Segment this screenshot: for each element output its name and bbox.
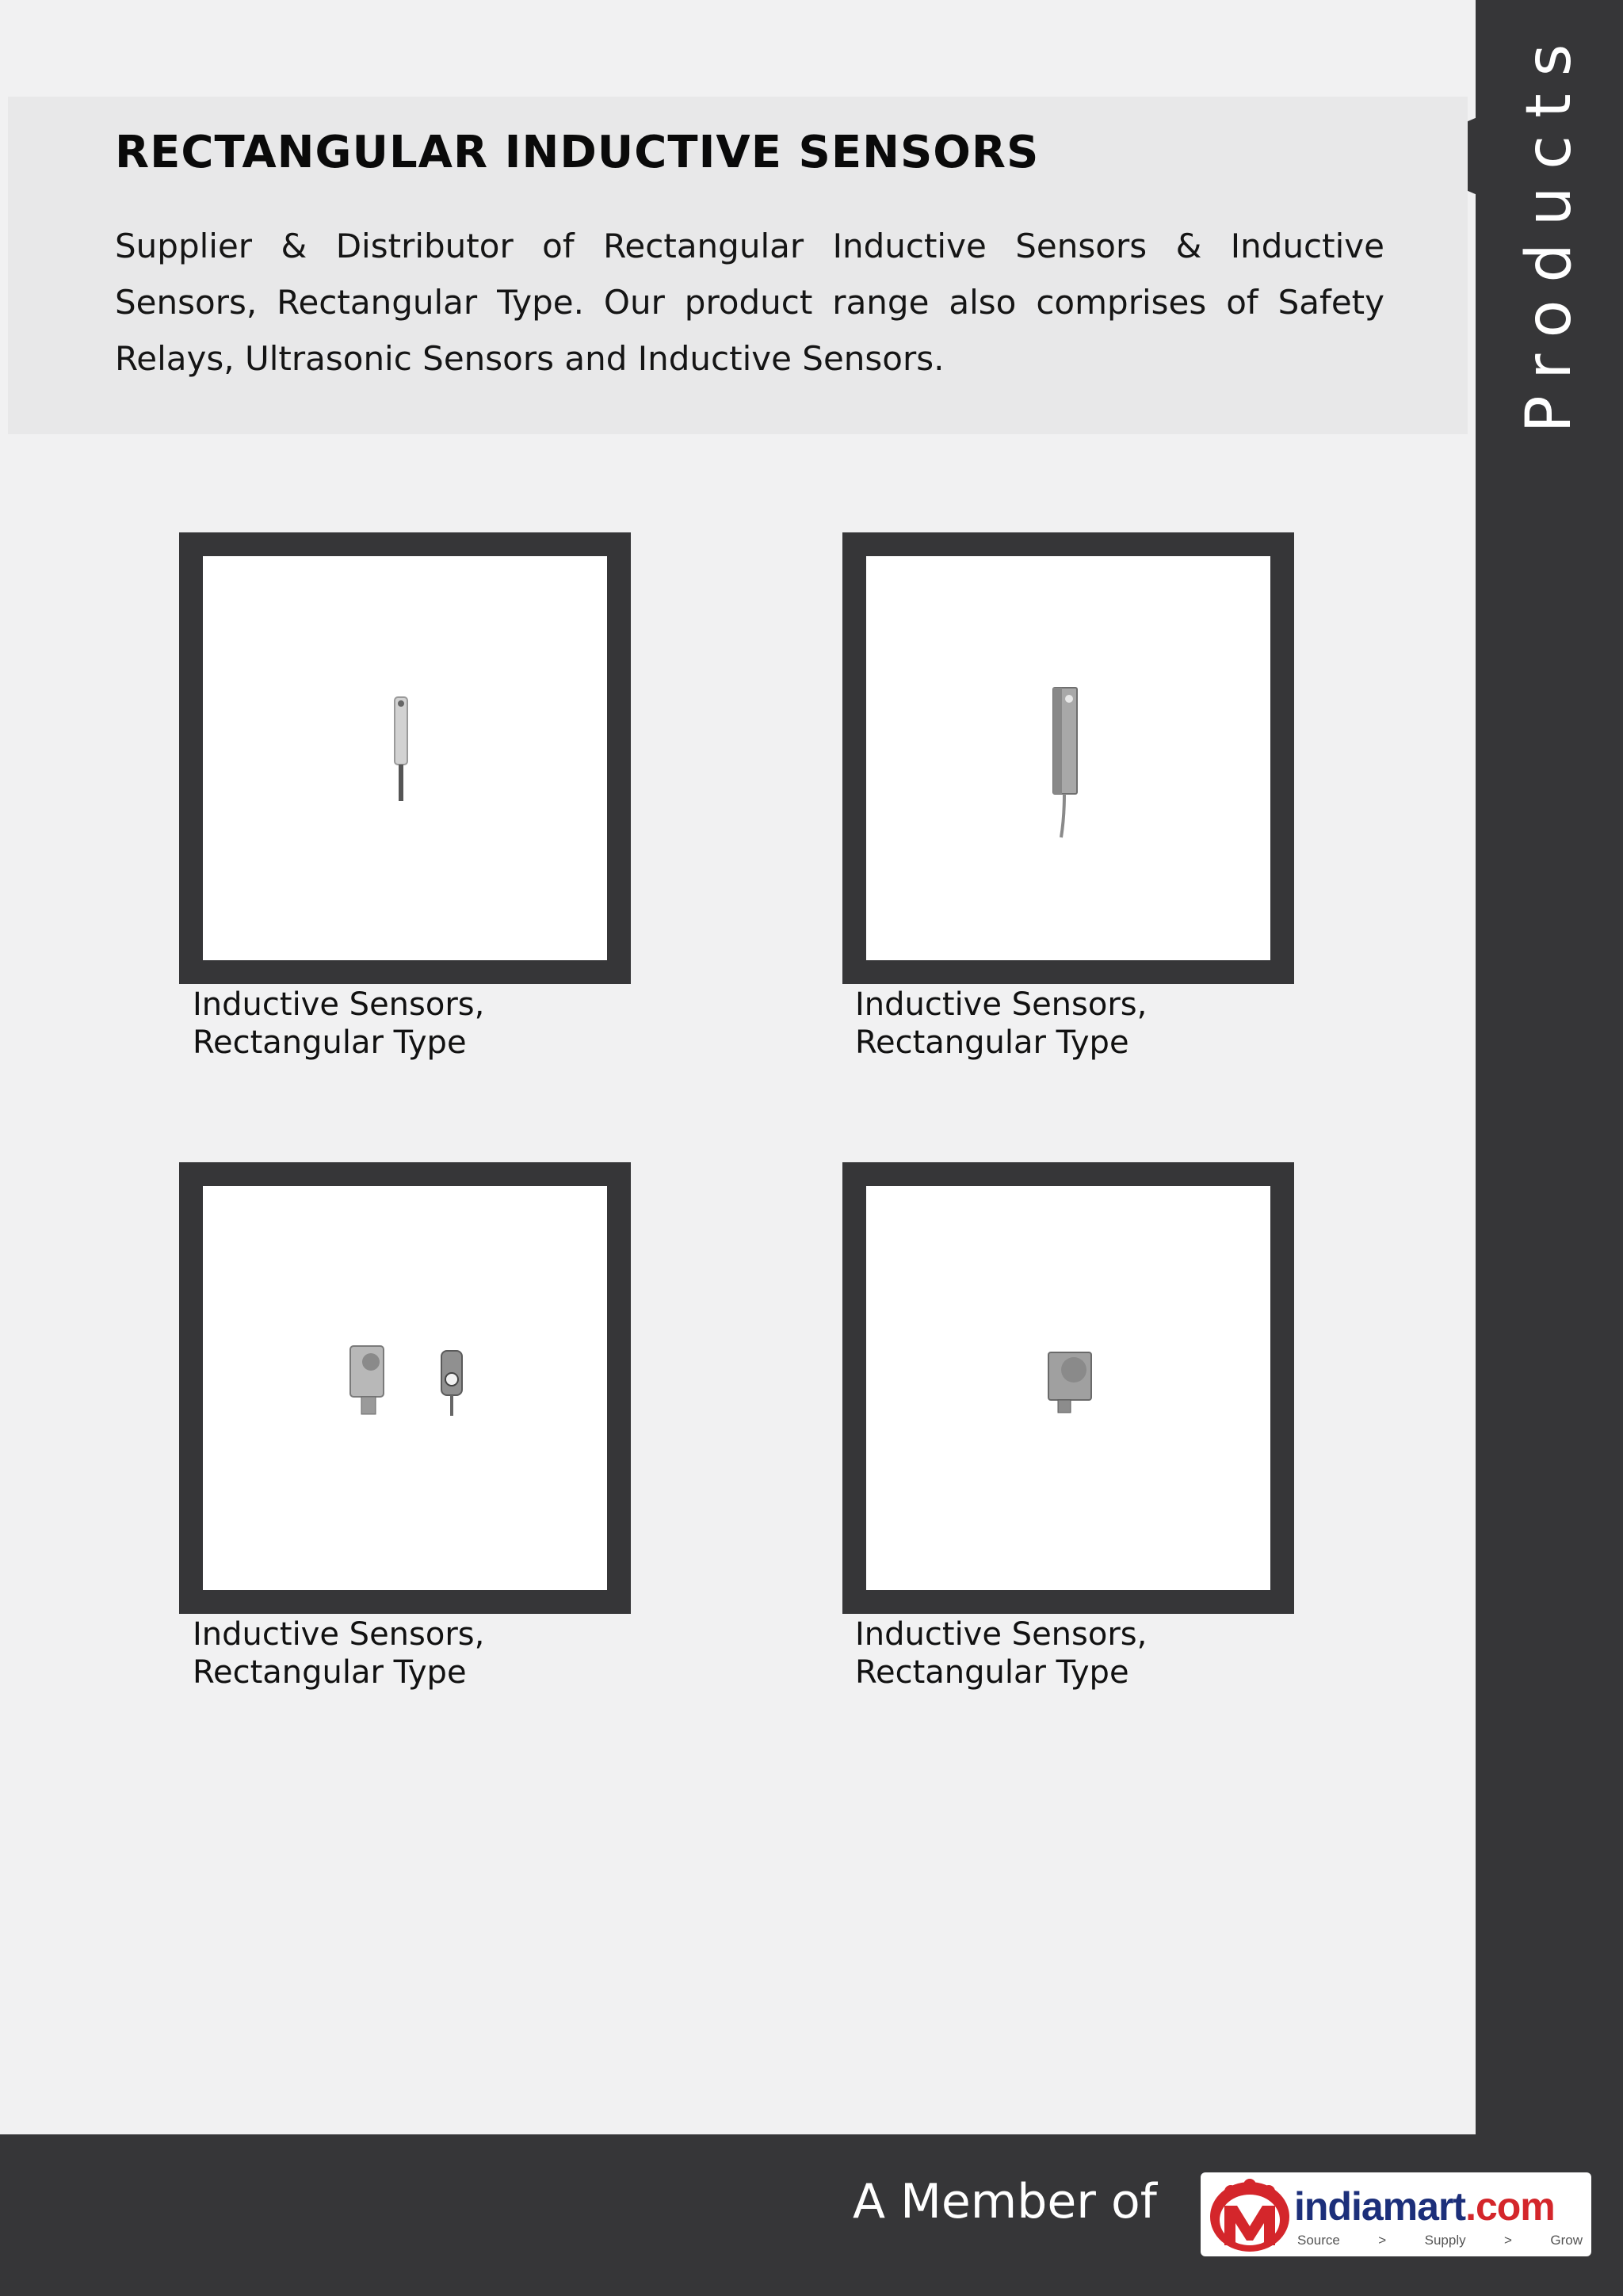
product-caption: Inductive Sensors, Rectangular Type (193, 986, 485, 1061)
indiamart-logo[interactable] (1201, 2172, 1591, 2256)
page-description: Supplier & Distributor of Rectangular Inductive Sensors & Inductive Sensors, Rectangular Type. Our product range also comprises of Safety Relays, Ultrasonic Sensors and Inductive Sensors. (115, 227, 1384, 378)
product-card-image[interactable] (179, 1162, 631, 1614)
product-card-image[interactable] (842, 1162, 1294, 1614)
product-caption: Inductive Sensors, Rectangular Type (193, 1616, 485, 1691)
product-card-image[interactable] (842, 532, 1294, 984)
side-tab-label: Products (1514, 26, 1585, 433)
logo-tagline: Source > Supply > Grow (1297, 2233, 1583, 2248)
indiamart-m-icon (1207, 2174, 1293, 2255)
sensor-image (866, 1186, 1270, 1590)
member-text: A Member of (853, 2174, 1157, 2229)
sensor-image (203, 556, 607, 960)
sensor-image (203, 1186, 607, 1590)
product-caption: Inductive Sensors, Rectangular Type (855, 1616, 1148, 1691)
sensor-image (866, 556, 1270, 960)
page-title: RECTANGULAR INDUCTIVE SENSORS (115, 127, 1040, 178)
product-caption: Inductive Sensors, Rectangular Type (855, 986, 1148, 1061)
product-card-image[interactable] (179, 532, 631, 984)
logo-wordmark: indiamart.com (1294, 2184, 1555, 2229)
